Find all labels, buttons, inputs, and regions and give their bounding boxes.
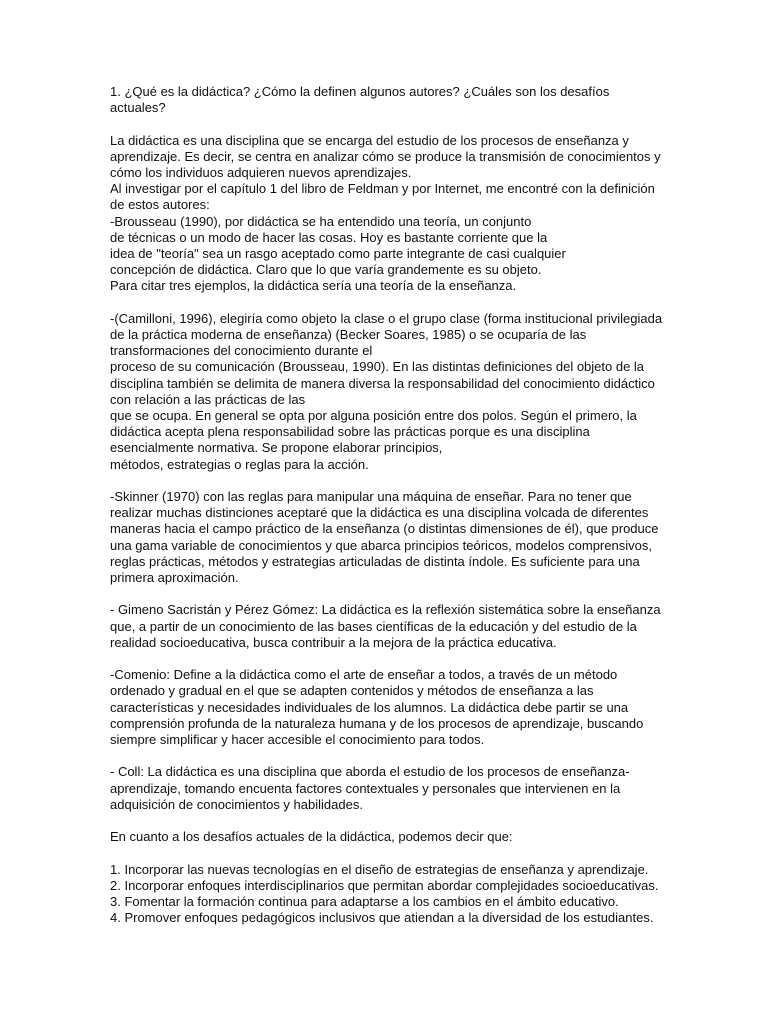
text-line: didáctica acepta plena responsabilidad sobre las prácticas porque es una disciplina: [110, 424, 590, 440]
question-heading: [110, 84, 665, 116]
text-line: En cuanto a los desafíos actuales de la didáctica, podemos decir que:: [110, 829, 513, 845]
text-line: transformaciones del conocimiento durante el: [110, 343, 373, 359]
text-line: de la práctica moderna de enseñanza) (Becker Soares, 1985) o se ocuparía de las: [110, 327, 587, 343]
text-line: 3. Fomentar la formación continua para adaptarse a los cambios en el ámbito educativo.: [110, 894, 619, 910]
text-line: métodos, estrategias o reglas para la acción.: [110, 456, 369, 472]
text-line: que, a partir de un conocimiento de las bases científicas de la educación y del estudio de la: [110, 618, 637, 634]
text-line: ordenado y gradual en el que se adapten contenidos y métodos de enseñanza a las: [110, 683, 594, 699]
paragraph: [110, 764, 665, 813]
text-line: actuales?: [110, 100, 166, 116]
text-line: -Skinner (1970) con las reglas para manipular una máquina de enseñar. Para no tener que: [110, 489, 632, 505]
text-line: -(Camilloni, 1996), elegiría como objeto la clase o el grupo clase (forma institucional privilegiada: [110, 310, 663, 326]
text-line: 4. Promover enfoques pedagógicos inclusivos que atiendan a la diversidad de los estudiantes.: [110, 910, 654, 926]
text-line: una gama variable de conocimientos y que abarca principios teóricos, modelos comprensivos,: [110, 537, 652, 553]
text-line: aprendizaje, tomando encuenta factores contextuales y personales que intervienen en la: [110, 780, 621, 796]
paragraph: [110, 829, 665, 845]
text-line: Para citar tres ejemplos, la didáctica sería una teoría de la enseñanza.: [110, 278, 517, 294]
text-line: idea de "teoría" sea un rasgo aceptado como parte integrante de casi cualquier: [110, 246, 566, 262]
text-line: 2. Incorporar enfoques interdisciplinarios que permitan abordar complejidades socioeducativas.: [110, 877, 659, 893]
text-line: con relación a las prácticas de las: [110, 391, 306, 407]
text-line: aprendizaje. Es decir, se centra en analizar cómo se produce la transmisión de conocimientos y: [110, 148, 661, 164]
text-line: de técnicas o un modo de hacer las cosas. Hoy es bastante corriente que la: [110, 229, 548, 245]
text-line: Al investigar por el capítulo 1 del libro de Feldman y por Internet, me encontré con la definición: [110, 181, 655, 197]
paragraph: [110, 862, 665, 927]
text-line: adquisición de conocimientos y habilidades.: [110, 796, 363, 812]
paragraph: [110, 133, 665, 295]
document-body: [110, 84, 665, 943]
text-line: reglas prácticas, métodos y estrategias articuladas de distinta índole. Es suficiente para una: [110, 553, 640, 569]
text-line: 1. ¿Qué es la didáctica? ¿Cómo la definen algunos autores? ¿Cuáles son los desafíos: [110, 84, 610, 99]
paragraph: [110, 667, 665, 748]
text-line: realidad socioeducativa, busca contribuir a la mejora de la práctica educativa.: [110, 634, 557, 650]
text-line: comprensión profunda de la naturaleza humana y de los procesos de aprendizaje, buscando: [110, 715, 644, 731]
text-line: 1. Incorporar las nuevas tecnologías en el diseño de estrategias de enseñanza y aprendizaje.: [110, 861, 649, 877]
text-line: maneras hacia el campo práctico de la enseñanza (o distintas dimensiones de él), que produce: [110, 521, 659, 537]
text-line: proceso de su comunicación (Brousseau, 1990). En las distintas definiciones del objeto de la: [110, 359, 645, 375]
text-line: siempre simplificar y hacer accesible el conocimiento para todos.: [110, 732, 485, 748]
text-line: esencialmente normativa. Se propone elaborar principios,: [110, 440, 443, 456]
paragraph: [110, 311, 665, 473]
paragraph: [110, 602, 665, 651]
paragraph: [110, 489, 665, 586]
text-line: -Comenio: Define a la didáctica como el arte de enseñar a todos, a través de un método: [110, 667, 618, 683]
text-line: - Coll: La didáctica es una disciplina que aborda el estudio de los procesos de enseñanza-: [110, 764, 630, 780]
text-line: -Brousseau (1990), por didáctica se ha entendido una teoría, un conjunto: [110, 213, 532, 229]
text-line: que se ocupa. En general se opta por alguna posición entre dos polos. Según el primero, la: [110, 408, 637, 424]
text-line: - Gimeno Sacristán y Pérez Gómez: La didáctica es la reflexión sistemática sobre la enseñanza: [110, 602, 661, 618]
text-line: concepción de didáctica. Claro que lo que varía grandemente es su objeto.: [110, 262, 542, 278]
text-line: disciplina también se delimita de manera diversa la responsabilidad del conocimiento didáctico: [110, 375, 655, 391]
text-line: características y necesidades individuales de los alumnos. La didáctica debe partir se una: [110, 699, 629, 715]
text-line: realizar muchas distinciones aceptaré que la didáctica es una disciplina volcada de diferentes: [110, 505, 649, 521]
text-line: cómo los individuos adquieren nuevos aprendizajes.: [110, 165, 412, 180]
text-line: de estos autores:: [110, 197, 210, 213]
text-line: La didáctica es una disciplina que se encarga del estudio de los procesos de enseñanza y: [110, 132, 629, 148]
text-line: primera aproximación.: [110, 570, 239, 586]
